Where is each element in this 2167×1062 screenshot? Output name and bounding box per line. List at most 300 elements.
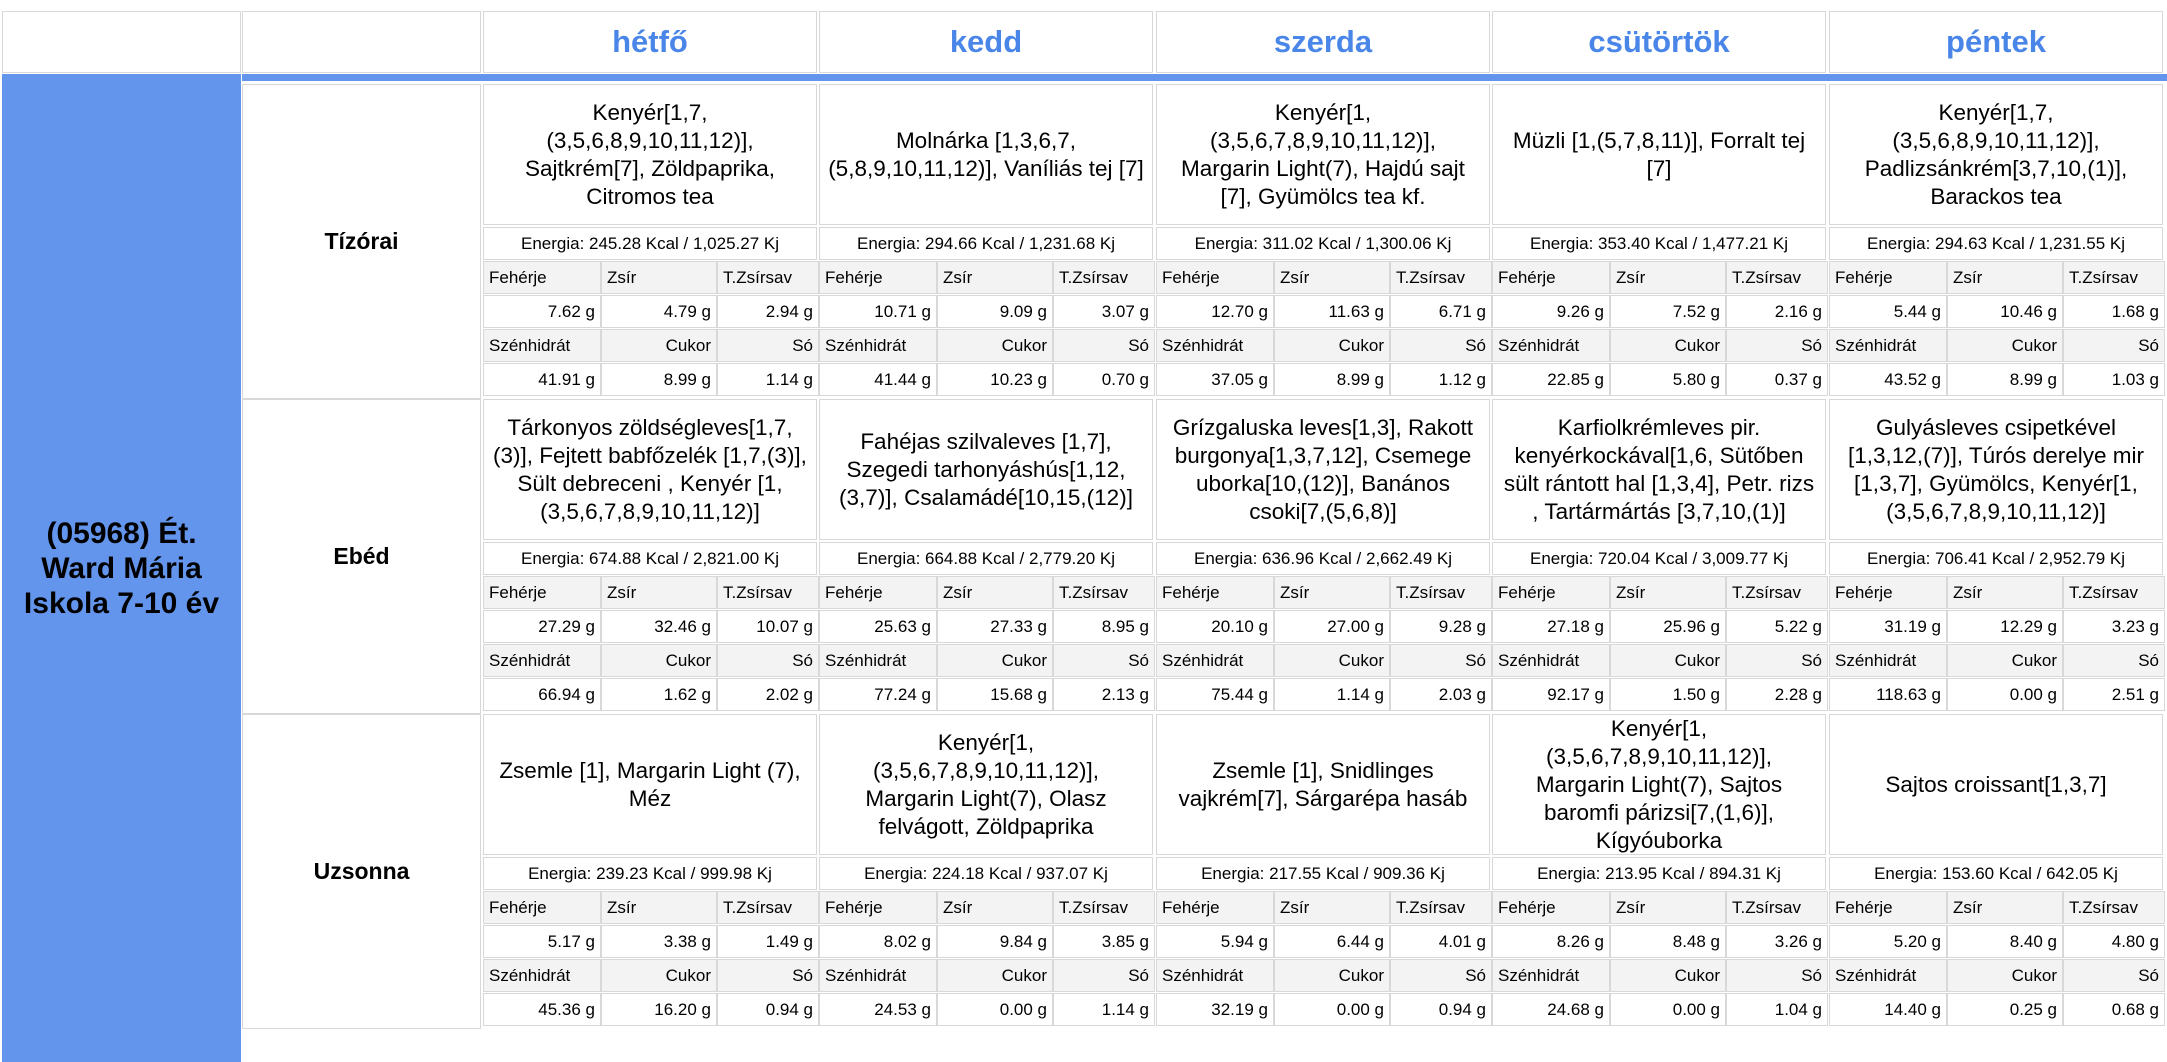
nutrient-label <box>1156 959 1274 992</box>
nutrient-value-text: 14.40 g <box>1884 999 1941 1019</box>
nutrient-value <box>1156 925 1274 958</box>
nutrient-value <box>1156 678 1274 711</box>
nutrient-label-text: Fehérje <box>825 267 883 287</box>
nutrient-value-text: 32.19 g <box>1211 999 1268 1019</box>
nutrient-value <box>483 295 601 328</box>
nutrient-value-text: 10.46 g <box>2000 301 2057 321</box>
nutrient-label <box>717 576 819 609</box>
day-header-2 <box>1156 11 1490 73</box>
nutrient-label-text: Zsír <box>1953 267 1983 287</box>
nutrient-value <box>2063 295 2165 328</box>
nutrient-label <box>1274 644 1390 677</box>
nutrient-label-text: Szénhidrát <box>489 650 571 670</box>
nutrient-value <box>819 678 937 711</box>
nutrient-value-text: 7.62 g <box>547 301 595 321</box>
nutrient-label <box>1156 261 1274 294</box>
nutrient-label <box>1829 644 1947 677</box>
nutrient-value <box>2063 363 2165 396</box>
nutrient-label <box>1610 644 1726 677</box>
nutrient-label <box>1390 576 1492 609</box>
nutrient-label-text: Fehérje <box>1162 582 1220 602</box>
nutrient-label-text: Szénhidrát <box>1835 335 1917 355</box>
nutrient-value-text: 41.44 g <box>874 369 931 389</box>
nutrient-value-text: 9.26 g <box>1556 301 1604 321</box>
menu-text: Kenyér[1,7,(3,5,6,8,9,10,11,12)], Sajtkrém[7], Zöldpaprika, Citromos tea <box>524 99 776 209</box>
nutrient-label-text: Zsír <box>1280 267 1310 287</box>
menu-cell <box>1829 714 2163 855</box>
nutrient-value-text: 4.79 g <box>663 301 711 321</box>
meal-label-2 <box>242 714 481 1029</box>
nutrient-label-text: Szénhidrát <box>1498 650 1580 670</box>
nutrient-value <box>1156 610 1274 643</box>
nutrient-label-text: T.Zsírsav <box>1396 897 1465 917</box>
energy-text: Energia: 245.28 Kcal / 1,025.27 Kj <box>520 233 779 253</box>
nutrient-value-text: 10.23 g <box>990 369 1047 389</box>
nutrient-value <box>819 925 937 958</box>
nutrient-value <box>1053 993 1155 1026</box>
day-header-label: kedd <box>949 24 1023 59</box>
nutrient-label-text: Cukor <box>1001 650 1047 670</box>
nutrient-label <box>1726 891 1828 924</box>
nutrient-value <box>1726 295 1828 328</box>
nutrient-value-text: 0.00 g <box>2009 684 2057 704</box>
nutrient-value <box>1610 925 1726 958</box>
nutrient-value <box>1610 363 1726 396</box>
menu-cell <box>1829 399 2163 540</box>
nutrient-value <box>1610 295 1726 328</box>
nutrient-value-text: 27.18 g <box>1547 616 1604 636</box>
nutrient-value-text: 3.23 g <box>2111 616 2159 636</box>
nutrient-value <box>1947 993 2063 1026</box>
nutrient-label-text: Só <box>1801 650 1822 670</box>
nutrient-value <box>1829 363 1947 396</box>
day-header-label: csütörtök <box>1588 24 1730 59</box>
nutrient-value-text: 8.02 g <box>883 931 931 951</box>
energy-text: Energia: 294.66 Kcal / 1,231.68 Kj <box>856 233 1115 253</box>
nutrient-label-text: T.Zsírsav <box>2069 897 2138 917</box>
nutrient-value-text: 2.28 g <box>1774 684 1822 704</box>
nutrient-label <box>2063 644 2165 677</box>
menu-cell <box>483 84 817 225</box>
nutrient-label-text: Só <box>2138 335 2159 355</box>
nutrient-label-text: T.Zsírsav <box>1059 267 1128 287</box>
nutrient-value <box>1829 678 1947 711</box>
meal-name: Uzsonna <box>313 858 410 884</box>
nutrient-label <box>1610 261 1726 294</box>
nutrient-label-text: Cukor <box>1338 965 1384 985</box>
nutrient-value <box>1492 610 1610 643</box>
nutrient-value-text: 12.29 g <box>2000 616 2057 636</box>
nutrient-label-text: Cukor <box>1674 650 1720 670</box>
nutrient-label <box>2063 891 2165 924</box>
nutrient-label-text: Cukor <box>2011 650 2057 670</box>
nutrient-label-text: Só <box>2138 650 2159 670</box>
nutrient-value <box>937 295 1053 328</box>
nutrient-label-text: T.Zsírsav <box>723 582 792 602</box>
nutrient-label <box>819 644 937 677</box>
nutrient-value-text: 3.85 g <box>1101 931 1149 951</box>
nutrient-label-text: Zsír <box>1953 897 1983 917</box>
nutrient-value-text: 2.02 g <box>765 684 813 704</box>
nutrient-label-text: Szénhidrát <box>1835 965 1917 985</box>
nutrient-label-text: Só <box>1128 650 1149 670</box>
nutrient-label <box>1390 329 1492 362</box>
menu-cell <box>819 714 1153 855</box>
nutrient-label-text: Fehérje <box>1498 897 1556 917</box>
menu-cell <box>1829 84 2163 225</box>
nutrient-label-text: T.Zsírsav <box>2069 582 2138 602</box>
energy-cell <box>819 227 1153 260</box>
nutrient-value <box>1829 295 1947 328</box>
menu-text: Gulyásleves csipetkével [1,3,12,(7)], Túrós derelye mir [1,3,7], Gyümölcs, Kenyér[1,(3,5,6,7,8,9,10,11,12)] <box>1848 414 2144 524</box>
nutrient-value-text: 0.25 g <box>2009 999 2057 1019</box>
nutrient-value-text: 1.14 g <box>765 369 813 389</box>
nutrient-value <box>1053 925 1155 958</box>
nutrient-label-text: Zsír <box>943 897 973 917</box>
day-header-bar <box>1492 74 1826 81</box>
day-header-4 <box>1829 11 2163 73</box>
meal-header-cell <box>242 11 481 73</box>
corner-cell <box>2 11 241 73</box>
nutrient-value <box>483 363 601 396</box>
nutrient-label-text: Szénhidrát <box>1498 335 1580 355</box>
nutrient-value-text: 0.70 g <box>1101 369 1149 389</box>
nutrient-value <box>1390 363 1492 396</box>
nutrient-value-text: 25.96 g <box>1663 616 1720 636</box>
nutrient-value <box>1053 678 1155 711</box>
nutrient-value <box>601 993 717 1026</box>
nutrient-value <box>717 363 819 396</box>
nutrient-label-text: Cukor <box>1338 650 1384 670</box>
day-header-0 <box>483 11 817 73</box>
nutrient-label-text: Szénhidrát <box>1162 650 1244 670</box>
nutrient-value <box>2063 610 2165 643</box>
menu-cell <box>819 399 1153 540</box>
menu-cell <box>819 84 1153 225</box>
menu-text: Sajtos croissant[1,3,7] <box>1885 771 2107 797</box>
nutrient-label <box>1829 261 1947 294</box>
nutrient-value-text: 1.03 g <box>2111 369 2159 389</box>
school-label-text: (05968) Ét. Ward Mária Iskola 7-10 év <box>23 516 220 620</box>
nutrient-value <box>483 678 601 711</box>
nutrient-label <box>937 261 1053 294</box>
nutrient-value <box>2063 993 2165 1026</box>
nutrient-value <box>1947 295 2063 328</box>
energy-text: Energia: 217.55 Kcal / 909.36 Kj <box>1201 863 1445 883</box>
nutrient-label-text: Só <box>1801 335 1822 355</box>
nutrient-value <box>1726 678 1828 711</box>
nutrient-label <box>601 576 717 609</box>
nutrient-value-text: 2.03 g <box>1438 684 1486 704</box>
nutrient-value <box>1726 925 1828 958</box>
nutrient-value <box>1610 678 1726 711</box>
menu-cell <box>1156 399 1490 540</box>
nutrient-label-text: Szénhidrát <box>1162 335 1244 355</box>
nutrient-value <box>717 925 819 958</box>
nutrient-label <box>819 576 937 609</box>
day-header-label: hétfő <box>612 24 688 59</box>
nutrient-label-text: Cukor <box>665 335 711 355</box>
nutrient-value <box>937 925 1053 958</box>
nutrient-label <box>1947 891 2063 924</box>
nutrient-label <box>1274 329 1390 362</box>
nutrient-label <box>483 261 601 294</box>
nutrient-value <box>1156 295 1274 328</box>
menu-text: Fahéjas szilvaleves [1,7], Szegedi tarhonyáshús[1,12,(3,7)], Csalamádé[10,15,(12)] <box>839 428 1133 510</box>
nutrient-label-text: Szénhidrát <box>825 650 907 670</box>
nutrient-label-text: Fehérje <box>489 267 547 287</box>
nutrient-value-text: 77.24 g <box>874 684 931 704</box>
nutrient-value-text: 25.63 g <box>874 616 931 636</box>
energy-text: Energia: 674.88 Kcal / 2,821.00 Kj <box>520 548 779 568</box>
nutrient-value-text: 0.00 g <box>1336 999 1384 1019</box>
nutrient-value <box>1492 295 1610 328</box>
nutrient-label-text: T.Zsírsav <box>1732 897 1801 917</box>
menu-cell <box>1156 714 1490 855</box>
nutrient-value <box>1390 993 1492 1026</box>
nutrient-label <box>1829 959 1947 992</box>
nutrient-value-text: 8.40 g <box>2009 931 2057 951</box>
nutrient-label <box>601 644 717 677</box>
nutrient-label-text: Fehérje <box>1835 897 1893 917</box>
energy-cell <box>483 227 817 260</box>
nutrient-label <box>1053 261 1155 294</box>
nutrient-label-text: Só <box>1465 650 1486 670</box>
nutrient-value-text: 8.48 g <box>1672 931 1720 951</box>
nutrient-value-text: 0.94 g <box>765 999 813 1019</box>
nutrient-value-text: 8.95 g <box>1101 616 1149 636</box>
nutrient-label <box>1053 891 1155 924</box>
nutrient-label-text: Só <box>1128 965 1149 985</box>
nutrient-label-text: Zsír <box>1280 897 1310 917</box>
menu-text: Kenyér[1,(3,5,6,7,8,9,10,11,12)], Margarin Light(7), Hajdú sajt [7], Gyümölcs tea kf. <box>1181 99 1465 209</box>
nutrient-label-text: Zsír <box>607 582 637 602</box>
nutrient-label-text: Fehérje <box>1835 582 1893 602</box>
nutrient-label <box>1390 644 1492 677</box>
nutrient-label <box>1610 959 1726 992</box>
nutrient-value-text: 24.53 g <box>874 999 931 1019</box>
energy-cell <box>1829 227 2163 260</box>
nutrient-value <box>937 363 1053 396</box>
nutrient-label-text: T.Zsírsav <box>1732 582 1801 602</box>
nutrient-label <box>1053 576 1155 609</box>
nutrient-label-text: Cukor <box>2011 335 2057 355</box>
nutrient-label <box>1156 644 1274 677</box>
energy-text: Energia: 706.41 Kcal / 2,952.79 Kj <box>1866 548 2125 568</box>
nutrient-value-text: 4.01 g <box>1438 931 1486 951</box>
nutrient-label <box>2063 261 2165 294</box>
nutrient-label <box>937 329 1053 362</box>
nutrient-value-text: 5.20 g <box>1893 931 1941 951</box>
nutrient-label-text: Fehérje <box>1162 897 1220 917</box>
nutrient-value-text: 4.80 g <box>2111 931 2159 951</box>
nutrient-value-text: 10.07 g <box>756 616 813 636</box>
nutrient-value <box>1947 678 2063 711</box>
nutrient-value <box>1390 925 1492 958</box>
day-header-bar <box>819 74 1153 81</box>
nutrient-value-text: 20.10 g <box>1211 616 1268 636</box>
menu-text: Kenyér[1,7,(3,5,6,8,9,10,11,12)], Padlizsánkrém[3,7,10,(1)], Barackos tea <box>1864 99 2128 209</box>
nutrient-label-text: Só <box>792 335 813 355</box>
nutrient-label-text: Szénhidrát <box>825 965 907 985</box>
nutrient-label <box>1610 576 1726 609</box>
school-label <box>2 74 241 1062</box>
menu-cell <box>1156 84 1490 225</box>
nutrient-value-text: 8.26 g <box>1556 931 1604 951</box>
nutrient-label <box>937 959 1053 992</box>
nutrient-value <box>1274 678 1390 711</box>
nutrient-label <box>937 576 1053 609</box>
energy-text: Energia: 153.60 Kcal / 642.05 Kj <box>1874 863 2118 883</box>
nutrient-label-text: T.Zsírsav <box>2069 267 2138 287</box>
nutrient-label <box>483 329 601 362</box>
energy-cell <box>1829 542 2163 575</box>
nutrient-value <box>2063 925 2165 958</box>
menu-cell <box>1492 399 1826 540</box>
nutrient-label <box>601 891 717 924</box>
nutrient-label-text: Cukor <box>1674 335 1720 355</box>
meal-label-1 <box>242 399 481 714</box>
nutrient-label <box>1492 959 1610 992</box>
nutrient-label-text: Zsír <box>1953 582 1983 602</box>
menu-cell <box>1492 84 1826 225</box>
nutrient-value <box>1390 678 1492 711</box>
nutrient-label-text: Zsír <box>1616 897 1646 917</box>
nutrient-value-text: 11.63 g <box>1328 301 1384 321</box>
nutrient-label-text: Zsír <box>943 267 973 287</box>
day-header-bar <box>1156 74 1490 81</box>
energy-text: Energia: 353.40 Kcal / 1,477.21 Kj <box>1529 233 1788 253</box>
nutrient-label <box>1610 329 1726 362</box>
nutrient-value <box>1947 610 2063 643</box>
menu-text: Karfiolkrémleves pir. kenyérkockával[1,6, Sütőben sült rántott hal [1,3,4], Petr. rizs , Tartármártás [3,7,10,(1)] <box>1503 414 1815 524</box>
nutrient-label-text: T.Zsírsav <box>1732 267 1801 287</box>
nutrient-value-text: 24.68 g <box>1547 999 1604 1019</box>
meal-name: Tízórai <box>324 228 399 254</box>
nutrient-label <box>1829 891 1947 924</box>
nutrient-value <box>819 295 937 328</box>
nutrient-value <box>601 925 717 958</box>
nutrient-value-text: 5.44 g <box>1893 301 1941 321</box>
nutrient-label <box>819 959 937 992</box>
nutrient-label-text: Só <box>1465 965 1486 985</box>
nutrient-label <box>1274 261 1390 294</box>
nutrient-label <box>937 891 1053 924</box>
nutrient-value-text: 2.51 g <box>2111 684 2159 704</box>
nutrient-value-text: 0.37 g <box>1774 369 1822 389</box>
nutrient-value <box>1053 363 1155 396</box>
energy-cell <box>1492 857 1826 890</box>
nutrient-label-text: Só <box>792 650 813 670</box>
nutrient-label <box>717 329 819 362</box>
energy-cell <box>1492 227 1826 260</box>
nutrient-value-text: 2.94 g <box>765 301 813 321</box>
nutrient-value-text: 27.33 g <box>990 616 1047 636</box>
nutrient-label-text: Zsír <box>943 582 973 602</box>
menu-text: Tárkonyos zöldségleves[1,7,(3)], Fejtett babfőzelék [1,7,(3)], Sült debreceni , Kenyér [1,(3,5,6,7,8,9,10,11,12)] <box>493 414 807 524</box>
nutrient-label-text: T.Zsírsav <box>1396 267 1465 287</box>
energy-cell <box>1156 857 1490 890</box>
nutrient-value-text: 15.68 g <box>990 684 1047 704</box>
nutrient-value-text: 9.84 g <box>999 931 1047 951</box>
nutrient-label <box>1274 891 1390 924</box>
nutrient-value-text: 0.00 g <box>1672 999 1720 1019</box>
nutrient-value-text: 5.17 g <box>547 931 595 951</box>
nutrient-label-text: Fehérje <box>825 897 883 917</box>
nutrient-value-text: 1.68 g <box>2111 301 2159 321</box>
nutrient-value <box>717 993 819 1026</box>
nutrient-label-text: Zsír <box>607 897 637 917</box>
energy-cell <box>483 542 817 575</box>
nutrient-label <box>1829 329 1947 362</box>
nutrient-value <box>1947 925 2063 958</box>
nutrient-value-text: 118.63 g <box>1876 684 1941 704</box>
nutrient-label <box>1726 261 1828 294</box>
nutrient-value-text: 37.05 g <box>1211 369 1268 389</box>
nutrient-label <box>819 891 937 924</box>
meal-label-0 <box>242 84 481 399</box>
nutrient-value <box>1726 363 1828 396</box>
day-header-label: péntek <box>1946 24 2046 59</box>
nutrient-value-text: 66.94 g <box>538 684 595 704</box>
nutrient-label <box>1947 329 2063 362</box>
nutrient-label-text: Fehérje <box>489 582 547 602</box>
nutrient-label <box>1829 576 1947 609</box>
nutrient-value-text: 0.94 g <box>1438 999 1486 1019</box>
nutrient-label-text: Cukor <box>2011 965 2057 985</box>
nutrient-value <box>1274 295 1390 328</box>
nutrient-label-text: Zsír <box>1616 582 1646 602</box>
nutrient-value <box>937 610 1053 643</box>
nutrient-label <box>2063 959 2165 992</box>
nutrient-value-text: 27.29 g <box>538 616 595 636</box>
nutrient-value <box>1156 993 1274 1026</box>
nutrient-label <box>1156 891 1274 924</box>
nutrient-label <box>717 959 819 992</box>
nutrient-label-text: T.Zsírsav <box>723 897 792 917</box>
nutrient-label-text: Cukor <box>1001 965 1047 985</box>
nutrient-label <box>717 261 819 294</box>
nutrient-value-text: 10.71 g <box>874 301 931 321</box>
day-header-bar <box>483 74 817 81</box>
nutrient-label <box>1947 261 2063 294</box>
nutrient-label <box>1053 644 1155 677</box>
day-header-1 <box>819 11 1153 73</box>
nutrient-value-text: 1.12 g <box>1438 369 1486 389</box>
nutrient-value <box>1492 678 1610 711</box>
nutrient-value <box>601 295 717 328</box>
nutrient-value <box>1274 610 1390 643</box>
nutrient-label-text: Fehérje <box>489 897 547 917</box>
nutrient-label <box>483 644 601 677</box>
energy-text: Energia: 720.04 Kcal / 3,009.77 Kj <box>1529 548 1788 568</box>
nutrient-value-text: 0.68 g <box>2111 999 2159 1019</box>
nutrient-label <box>2063 576 2165 609</box>
nutrient-value-text: 9.28 g <box>1438 616 1486 636</box>
nutrient-label <box>1156 576 1274 609</box>
nutrient-label-text: Fehérje <box>1162 267 1220 287</box>
nutrient-label <box>601 959 717 992</box>
energy-text: Energia: 213.95 Kcal / 894.31 Kj <box>1537 863 1781 883</box>
nutrient-value <box>819 610 937 643</box>
menu-text: Molnárka [1,3,6,7,(5,8,9,10,11,12)], Vaníliás tej [7] <box>828 127 1144 181</box>
nutrient-label <box>717 891 819 924</box>
nutrient-value-text: 1.04 g <box>1774 999 1822 1019</box>
nutrient-value <box>1610 610 1726 643</box>
energy-cell <box>1829 857 2163 890</box>
nutrient-value-text: 8.99 g <box>663 369 711 389</box>
nutrient-value-text: 8.99 g <box>1336 369 1384 389</box>
